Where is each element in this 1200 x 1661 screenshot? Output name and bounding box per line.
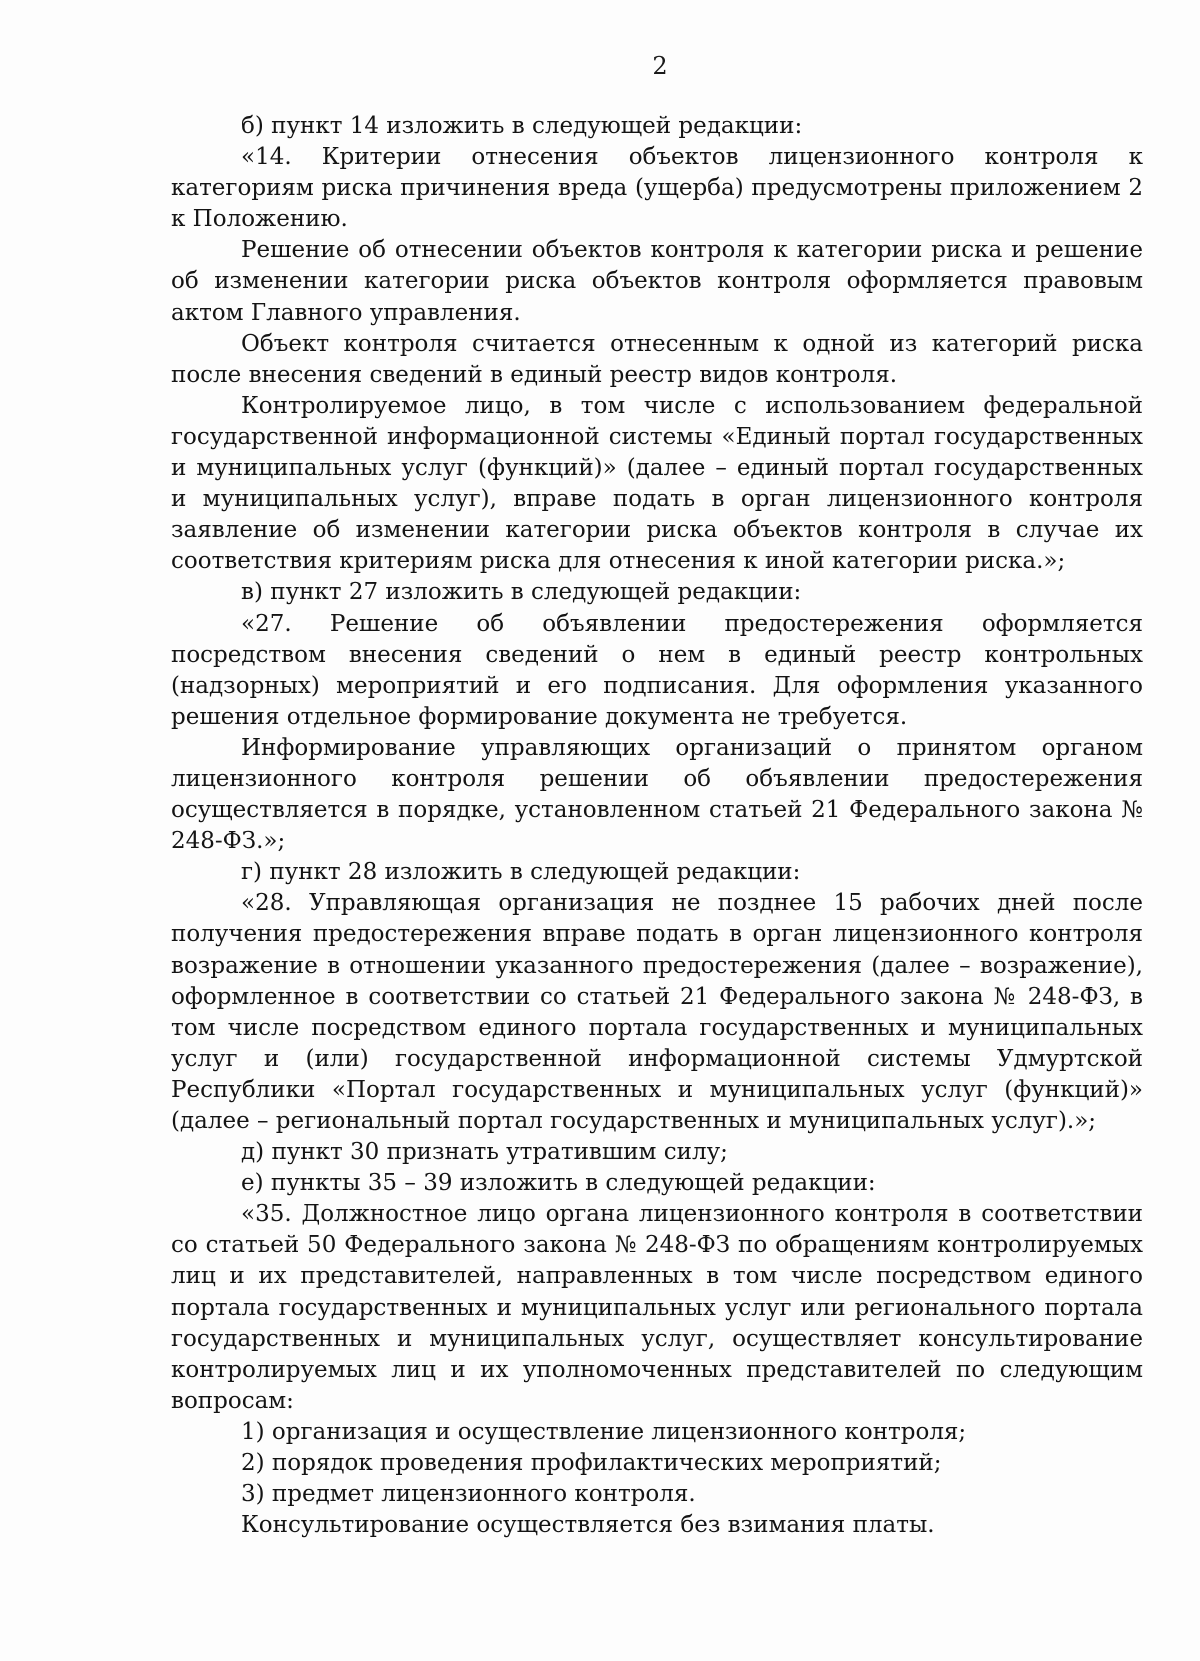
paragraph-point-35: «35. Должностное лицо органа лицензионного контроля в соответствии со статьей 50 Федерального закона № 248-ФЗ по обращениям контролируемых лиц и их представителей, направленных в том числе посредством единого портала государственных и муниципальных услуг или регионального портала государственных и муниципальных услуг, осуществляет консультирование контролируемых лиц и их уполномоченных представителей по следующим вопросам: xyxy=(171,1201,1143,1414)
paragraph-consulting-free: Консультирование осуществляется без взимания платы. xyxy=(241,1512,935,1539)
paragraph-subpoint-d: д) пункт 30 признать утратившим силу; xyxy=(241,1139,728,1166)
page-number: 2 xyxy=(652,52,668,80)
paragraph-point-27: «27. Решение об объявлении предостережения оформляется посредством внесения сведений о нем в единый реестр контрольных (надзорных) мероприятий и его подписания. Для оформления указанного решения отдельное формирование документа не требуется. xyxy=(171,610,1143,730)
paragraph-controlled-person: Контролируемое лицо, в том числе с использованием федеральной государственной информационной системы «Единый портал государственных и муниципальных услуг (функций)» (далее – единый портал государственных и муниципальных услуг), вправе подать в орган лицензионного контроля заявление об изменении категории риска объектов контроля в случае их соответствия критериям риска для отнесения к иной категории риска.»; xyxy=(171,392,1143,575)
list-item-3: 3) предмет лицензионного контроля. xyxy=(241,1481,696,1508)
paragraph-subpoint-v: в) пункт 27 изложить в следующей редакции: xyxy=(241,579,802,606)
paragraph-risk-decision: Решение об отнесении объектов контроля к категории риска и решение об изменении категории риска объектов контроля оформляется правовым актом Главного управления. xyxy=(171,237,1143,326)
list-item-1: 1) организация и осуществление лицензионного контроля; xyxy=(241,1418,967,1445)
paragraph-risk-category-assigned: Объект контроля считается отнесенным к одной из категорий риска после внесения сведений в единый реестр видов контроля. xyxy=(171,330,1143,388)
document-body xyxy=(171,111,1143,1541)
paragraph-informing: Информирование управляющих организаций о принятом органом лицензионного контроля решении об объявлении предостережения осуществляется в порядке, установленном статьей 21 Федерального закона № 248-ФЗ.»; xyxy=(171,734,1143,855)
paragraph-subpoint-b: б) пункт 14 изложить в следующей редакции: xyxy=(241,113,803,139)
paragraph-point-14: «14. Критерии отнесения объектов лицензионного контроля к категориям риска причинения вреда (ущерба) предусмотрены приложением 2 к Положению. xyxy=(171,144,1143,233)
paragraph-subpoint-e: е) пункты 35 – 39 изложить в следующей редакции: xyxy=(241,1170,876,1197)
list-item-2: 2) порядок проведения профилактических мероприятий; xyxy=(241,1450,942,1477)
paragraph-subpoint-g: г) пункт 28 изложить в следующей редакции: xyxy=(241,859,801,886)
paragraph-point-28: «28. Управляющая организация не позднее 15 рабочих дней после получения предостережения вправе подать в орган лицензионного контроля возражение в отношении указанного предостережения (далее – возражение), оформленное в соответствии со статьей 21 Федерального закона № 248-ФЗ, в том числе посредством единого портала государственных и муниципальных услуг и (или) государственной информационной системы Удмуртской Республики «Портал государственных и муниципальных услуг (функций)» (далее – региональный портал государственных и муниципальных услуг).»; xyxy=(171,890,1143,1134)
